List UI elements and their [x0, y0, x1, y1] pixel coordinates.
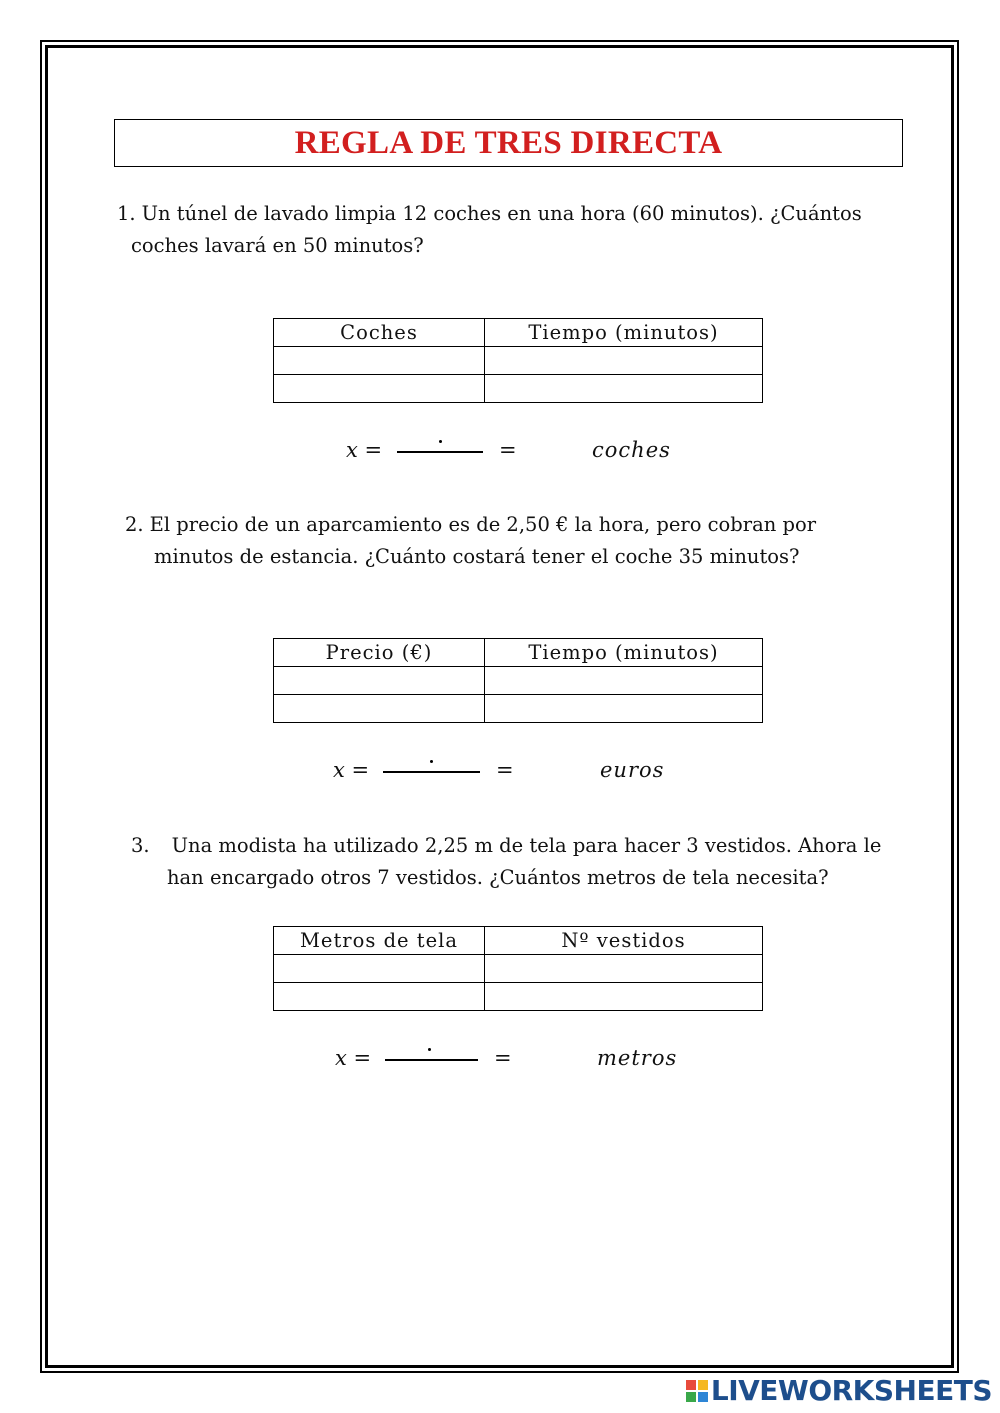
- problem-1-line1: Un túnel de lavado limpia 12 coches en una hora (60 minutos). ¿Cuántos: [141, 202, 862, 225]
- problem-2: [117, 509, 903, 573]
- formula-lhs: x =: [333, 758, 370, 782]
- table-header-cell: Precio (€): [274, 639, 485, 667]
- answer-cell[interactable]: [485, 375, 763, 403]
- answer-cell[interactable]: [485, 667, 763, 695]
- problem-3-line2: han encargado otros 7 vestidos. ¿Cuántos metros de tela necesita?: [167, 866, 829, 889]
- logo-icon: [686, 1380, 708, 1402]
- formula-equals: =: [499, 438, 517, 462]
- table-header-cell: Tiempo (minutos): [485, 639, 763, 667]
- formula-dot: [428, 1048, 431, 1051]
- formula-unit: metros: [597, 1046, 678, 1070]
- formula-unit: euros: [600, 758, 665, 782]
- formula-equals: =: [496, 758, 514, 782]
- problem-1: [117, 198, 903, 262]
- page-title: REGLA DE TRES DIRECTA: [294, 124, 723, 161]
- table-header-cell: Metros de tela: [274, 927, 485, 955]
- problem-3-table: [273, 926, 763, 1011]
- problem-3-number: 3.: [131, 834, 150, 857]
- answer-cell[interactable]: [274, 375, 485, 403]
- answer-cell[interactable]: [485, 695, 763, 723]
- problem-1-number: 1.: [117, 202, 136, 225]
- problem-1-line2: coches lavará en 50 minutos?: [131, 234, 424, 257]
- formula-dot: [430, 760, 433, 763]
- formula-lhs: x =: [335, 1046, 372, 1070]
- table-header-cell: Coches: [274, 319, 485, 347]
- fraction-line[interactable]: [383, 771, 480, 773]
- logo-text: LIVEWORKSHEETS: [710, 1374, 992, 1407]
- table-header-cell: Nº vestidos: [485, 927, 763, 955]
- formula-dot: [439, 440, 442, 443]
- problem-2-line2: minutos de estancia. ¿Cuánto costará tener el coche 35 minutos?: [154, 545, 800, 568]
- problem-2-number: 2.: [125, 513, 144, 536]
- liveworksheets-logo: [686, 1374, 992, 1407]
- title-box: [114, 119, 903, 167]
- problem-2-line1: El precio de un aparcamiento es de 2,50 € la hora, pero cobran por: [149, 513, 817, 536]
- formula-equals: =: [494, 1046, 512, 1070]
- table-header-cell: Tiempo (minutos): [485, 319, 763, 347]
- answer-cell[interactable]: [485, 983, 763, 1011]
- problem-2-table: [273, 638, 763, 723]
- fraction-line[interactable]: [397, 451, 483, 453]
- answer-cell[interactable]: [485, 347, 763, 375]
- answer-cell[interactable]: [274, 347, 485, 375]
- problem-1-table: [273, 318, 763, 403]
- answer-cell[interactable]: [274, 667, 485, 695]
- problem-3-line1: Una modista ha utilizado 2,25 m de tela para hacer 3 vestidos. Ahora le: [171, 834, 882, 857]
- answer-cell[interactable]: [274, 955, 485, 983]
- answer-cell[interactable]: [485, 955, 763, 983]
- problem-3: [117, 830, 903, 894]
- formula-unit: coches: [592, 438, 671, 462]
- fraction-line[interactable]: [385, 1059, 478, 1061]
- answer-cell[interactable]: [274, 695, 485, 723]
- answer-cell[interactable]: [274, 983, 485, 1011]
- formula-lhs: x =: [346, 438, 383, 462]
